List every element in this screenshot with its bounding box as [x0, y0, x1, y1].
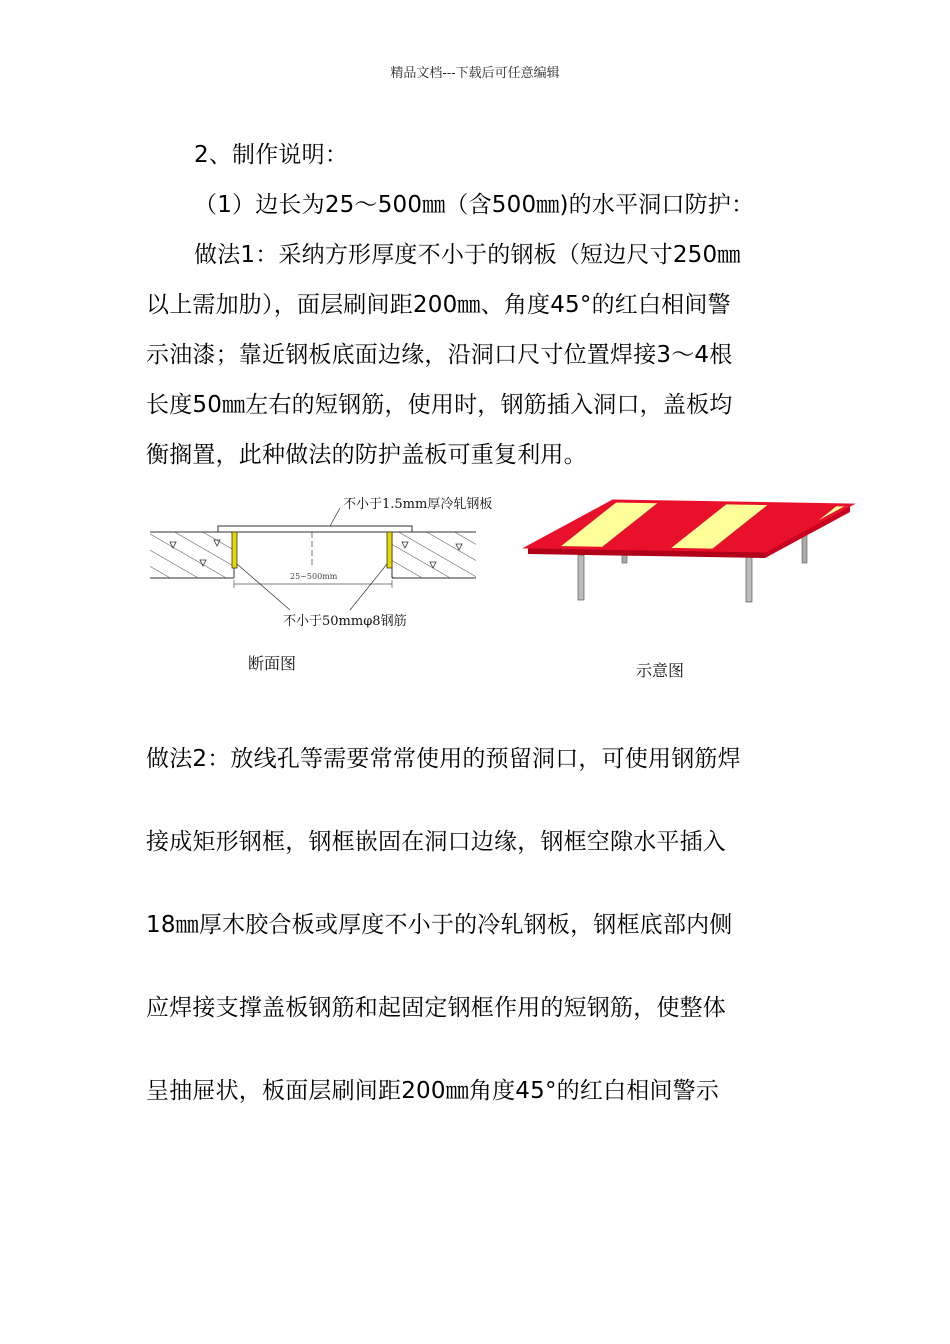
method2-line-2: 接成矩形钢框，钢框嵌固在洞口边缘，钢框空隙水平插入: [146, 829, 726, 855]
schematic-drawing: [520, 495, 860, 610]
leg-front-right: [746, 557, 752, 602]
method1-line-3: 示油漆；靠近钢板底面边缘，沿洞口尺寸位置焊接3～4根: [146, 342, 733, 368]
item-1-heading: （1）边长为25～500㎜（含500㎜)的水平洞口防护：: [194, 192, 755, 218]
page-header: 精品文档---下载后可任意编辑: [390, 66, 560, 81]
rebar-right: [387, 532, 392, 568]
schematic-caption: 示意图: [636, 661, 685, 680]
section-title: 2、制作说明：: [194, 142, 349, 168]
rebar-left: [232, 532, 237, 568]
method2-line-4: 应焊接支撑盖板钢筋和起固定钢框作用的短钢筋，使整体: [146, 995, 726, 1021]
steel-plate: [218, 526, 412, 532]
leg-front-left: [578, 555, 584, 600]
left-slab: [150, 532, 234, 578]
rebar-label: 不小于50mmφ8钢筋: [283, 614, 407, 629]
plate-label: 不小于1.5mm厚冷轧钢板: [343, 497, 493, 512]
dimension-label: 25~500mm: [290, 572, 338, 581]
method1-line-4: 长度50㎜左右的短钢筋，使用时，钢筋插入洞口，盖板均: [146, 392, 733, 418]
right-slab: [392, 532, 476, 578]
method2-line-3: 18㎜厚木胶合板或厚度不小于的冷轧钢板，钢框底部内侧: [146, 912, 733, 938]
method1-line-2: 以上需加肋），面层刷间距200㎜、角度45°的红白相间警: [146, 292, 731, 318]
method2-line-5: 呈抽屉状，板面层刷间距200㎜角度45°的红白相间警示: [146, 1078, 720, 1104]
method1-line-1: 做法1：采纳方形厚度不小于的钢板（短边尺寸250㎜: [194, 242, 741, 268]
method1-line-5: 衡搁置，此种做法的防护盖板可重复利用。: [146, 442, 587, 468]
method2-line-1: 做法2：放线孔等需要常常使用的预留洞口，可使用钢筋焊: [146, 746, 741, 772]
section-caption: 断面图: [248, 654, 297, 673]
